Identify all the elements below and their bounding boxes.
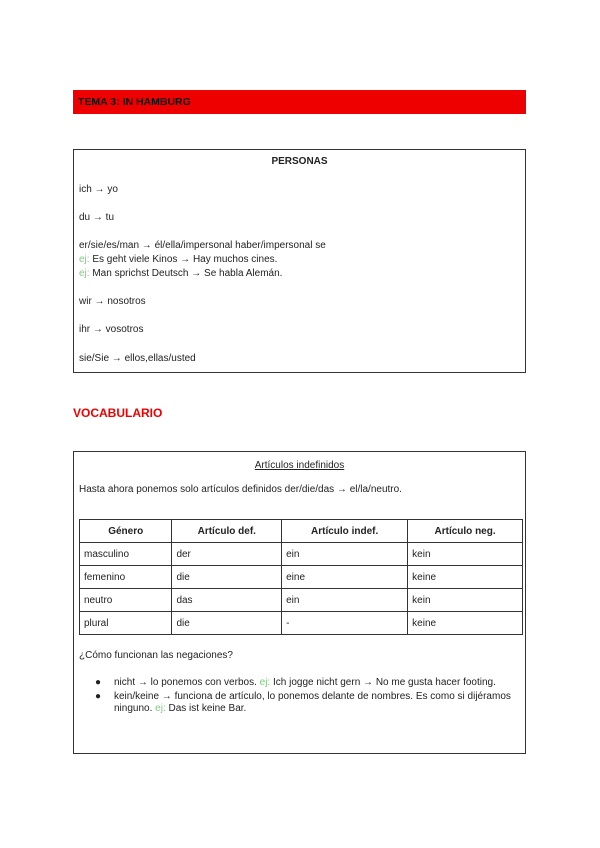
table-cell: die bbox=[172, 566, 282, 589]
persona-ich: ich → yo bbox=[79, 184, 118, 195]
persona-du: du → tu bbox=[79, 212, 115, 223]
table-cell: neutro bbox=[80, 589, 172, 612]
bullet-example: Ich jogge nicht gern → No me gusta hacer footing. bbox=[270, 677, 496, 688]
persona-example-1 bbox=[79, 254, 277, 265]
list-item bbox=[92, 691, 512, 715]
table-header-cell: Género bbox=[80, 520, 172, 543]
example-text: Es geht viele Kinos → Hay muchos cines. bbox=[89, 254, 278, 265]
table-cell: ein bbox=[282, 589, 408, 612]
table-cell: keine bbox=[408, 566, 523, 589]
table-cell: plural bbox=[80, 612, 172, 635]
table-row bbox=[80, 543, 523, 566]
table-row bbox=[80, 612, 523, 635]
bullet-example: Das ist keine Bar. bbox=[165, 703, 247, 714]
example-label: ej: bbox=[155, 703, 166, 714]
negation-list bbox=[92, 677, 512, 717]
example-label: ej: bbox=[79, 268, 90, 279]
articles-table bbox=[79, 519, 523, 635]
persona-er: er/sie/es/man → él/ella/impersonal haber/impersonal se bbox=[79, 240, 326, 251]
list-item bbox=[92, 677, 512, 689]
table-cell: ein bbox=[282, 543, 408, 566]
example-text: Man sprichst Deutsch → Se habla Alemán. bbox=[89, 268, 283, 279]
bullet-icon: ● bbox=[95, 677, 102, 688]
example-label: ej: bbox=[79, 254, 90, 265]
vocabulary-title: VOCABULARIO bbox=[73, 406, 163, 420]
table-cell: der bbox=[172, 543, 282, 566]
table-cell: - bbox=[282, 612, 408, 635]
personas-box bbox=[73, 149, 526, 373]
persona-sie: sie/Sie → ellos,ellas/usted bbox=[79, 353, 196, 364]
table-row bbox=[80, 566, 523, 589]
bullet-text: nicht → lo ponemos con verbos. bbox=[114, 677, 260, 688]
table-cell: femenino bbox=[80, 566, 172, 589]
articulos-box bbox=[73, 451, 526, 754]
table-cell: keine bbox=[408, 612, 523, 635]
bullet-text: kein/keine → funciona de artículo, lo ponemos delante de nombres. Es como si dijéramos ninguno. bbox=[114, 691, 511, 714]
section-title: TEMA 3: IN HAMBURG bbox=[78, 96, 191, 108]
personas-header: PERSONAS bbox=[271, 156, 328, 167]
section-title-bar bbox=[73, 90, 526, 114]
bullet-icon: ● bbox=[95, 691, 102, 702]
articulos-subtitle: Artículos indefinidos bbox=[254, 460, 345, 471]
table-header-row bbox=[80, 520, 523, 543]
table-cell: masculino bbox=[80, 543, 172, 566]
persona-ihr: ihr → vosotros bbox=[79, 324, 144, 335]
table-cell: kein bbox=[408, 543, 523, 566]
table-cell: eine bbox=[282, 566, 408, 589]
persona-wir: wir → nosotros bbox=[79, 296, 146, 307]
articulos-intro: Hasta ahora ponemos solo artículos definidos der/die/das → el/la/neutro. bbox=[79, 484, 402, 495]
table-row bbox=[80, 589, 523, 612]
table-cell: kein bbox=[408, 589, 523, 612]
table-header-cell: Artículo indef. bbox=[282, 520, 408, 543]
table-header-cell: Artículo neg. bbox=[408, 520, 523, 543]
example-label: ej: bbox=[259, 677, 271, 688]
table-header-cell: Artículo def. bbox=[172, 520, 282, 543]
table-cell: die bbox=[172, 612, 282, 635]
table-cell: das bbox=[172, 589, 282, 612]
negation-question: ¿Cómo funcionan las negaciones? bbox=[79, 650, 233, 661]
persona-example-2 bbox=[79, 268, 282, 279]
